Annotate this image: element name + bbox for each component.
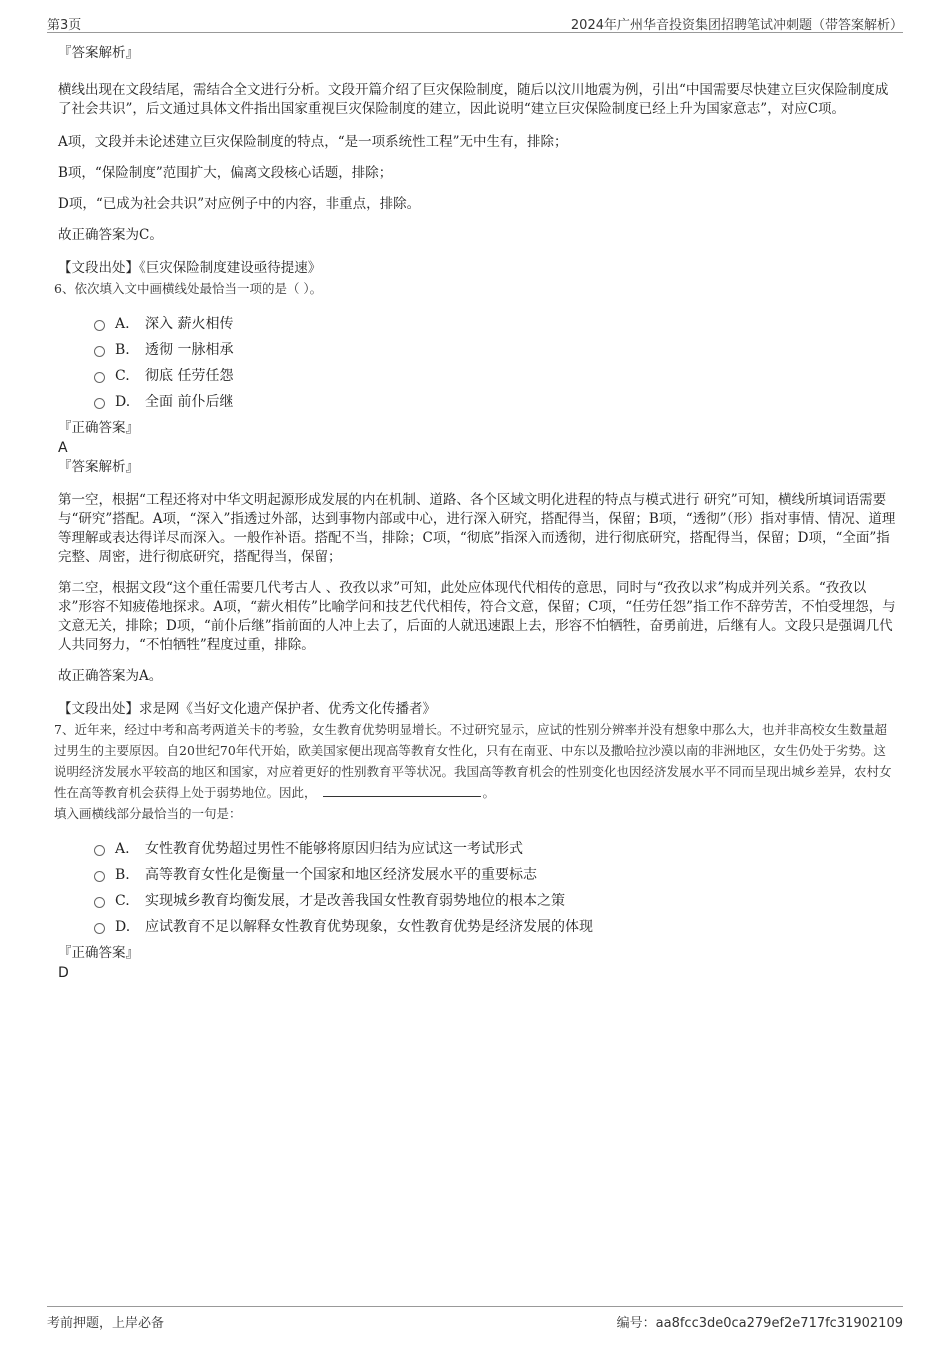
page-header	[47, 12, 903, 33]
correct-answer: A	[58, 440, 68, 456]
document-title: 2024年广州华音投资集团招聘笔试冲刺题（带答案解析）	[570, 18, 903, 33]
analysis-label: 『答案解析』	[58, 459, 139, 475]
option-text: 实现城乡教育均衡发展，才是改善我国女性教育弱势地位的根本之策	[145, 893, 565, 909]
radio-button-icon[interactable]	[94, 346, 105, 357]
radio-button-icon[interactable]	[94, 923, 105, 934]
analysis-option-d: D项，“已成为社会共识”对应例子中的内容，非重点，排除。	[58, 196, 421, 212]
option-a[interactable]	[94, 311, 898, 337]
analysis-paragraph: 横线出现在文段结尾，需结合全文进行分析。文段开篇介绍了巨灾保险制度，随后以汶川地震为例，引出“中国需要尽快建立巨灾保险制度成了社会共识”，后文通过具体文件指出国家重视巨灾保险制度的建立，因此说明“建立巨灾保险制度已经上升为国家意志”，对应C项。	[58, 82, 889, 117]
answer-conclusion: 故正确答案为C。	[58, 227, 163, 243]
question-7-prompt: 填入画横线部分最恰当的一句是：	[54, 806, 242, 821]
option-letter: A.	[115, 316, 130, 332]
correct-answer-label: 『正确答案』	[58, 420, 139, 436]
radio-button-icon[interactable]	[94, 871, 105, 882]
correct-answer: D	[58, 965, 69, 981]
option-text: 女性教育优势超过男性不能够将原因归结为应试这一考试形式	[145, 841, 523, 857]
radio-button-icon[interactable]	[94, 897, 105, 908]
analysis-paragraph-1: 第一空，根据“工程还将对中华文明起源形成发展的内在机制、道路、各个区域文明化进程的特点与模式进行 研究”可知，横线所填词语需要与“研究”搭配。A项，“深入”指透过外部，达到事物内部或中心，进行深入研究，搭配得当，保留；B项，“透彻”（形）指对事情、情况、道理等理解或表达得详尽而深入。一般作补语。搭配不当，排除；C项，“彻底”指深入而透彻，进行彻底研究，搭配得当，保留；D项，“全面”指完整、周密，进行彻底研究，搭配得当，保留；	[58, 492, 896, 565]
text-source: 【文段出处】《巨灾保险制度建设亟待提速》	[58, 260, 322, 276]
page-content	[54, 44, 898, 983]
option-text: 彻底 任劳任怨	[145, 368, 234, 384]
answer-conclusion: 故正确答案为A。	[58, 668, 163, 684]
analysis-label: 『答案解析』	[58, 45, 139, 61]
option-d[interactable]	[94, 389, 898, 415]
option-letter: D.	[115, 919, 131, 935]
question-6-options	[94, 311, 898, 415]
radio-button-icon[interactable]	[94, 845, 105, 856]
page-footer	[47, 1306, 903, 1329]
question-7-options	[94, 836, 898, 940]
option-c[interactable]	[94, 888, 898, 914]
text-source: 【文段出处】求是网《当好文化遗产保护者、优秀文化传播者》	[58, 701, 436, 717]
footer-slogan: 考前押题，上岸必备	[47, 1316, 165, 1331]
option-letter: D.	[115, 394, 131, 410]
option-text: 深入 薪火相传	[145, 316, 234, 332]
question-7	[54, 719, 898, 803]
analysis-option-b: B项，“保险制度”范围扩大，偏离文段核心话题，排除；	[58, 165, 393, 181]
analysis-paragraph-2: 第二空，根据文段“这个重任需要几代考古人 、孜孜以求”可知，此处应体现代代相传的意思，同时与“孜孜以求”构成并列关系。“孜孜以求”形容不知疲倦地探求。A项，“薪火相传”比喻学问和技艺代代相传，符合文意，保留；C项，“任劳任怨”指工作不辞劳苦，不怕受埋怨，与文意无关，排除；D项，“前仆后继”指前面的人冲上去了，后面的人就迅速跟上去，形容不怕牺牲，奋勇前进，后继有人。文段只是强调几代人共同努力，“不怕牺牲”程度过重，排除。	[58, 580, 896, 653]
fill-in-blank	[323, 783, 481, 797]
correct-answer-label: 『正确答案』	[58, 945, 139, 961]
option-text: 应试教育不足以解释女性教育优势现象，女性教育优势是经济发展的体现	[145, 919, 593, 935]
option-letter: B.	[115, 342, 130, 358]
page-number: 第3页	[47, 18, 82, 33]
option-b[interactable]	[94, 337, 898, 363]
analysis-option-a: A项，文段并未论述建立巨灾保险制度的特点，“是一项系统性工程”无中生有，排除；	[58, 134, 568, 150]
option-letter: C.	[115, 893, 130, 909]
option-text: 透彻 一脉相承	[145, 342, 234, 358]
question-6: 6、依次填入文中画横线处最恰当一项的是（ ）。	[54, 281, 323, 296]
document-id: 编号：aa8fcc3de0ca279ef2e717fc31902109	[616, 1316, 903, 1331]
option-letter: A.	[115, 841, 130, 857]
option-d[interactable]	[94, 914, 898, 940]
question-7-text: 7、近年来，经过中考和高考两道关卡的考验，女生教育优势明显增长。不过研究显示，应试的性别分辨率并没有想象中那么大，也并非高校女生数量超过男生的主要原因。自20世纪70年代开始，欧美国家便出现高等教育女性化，只有在南亚、中东以及撒哈拉沙漠以南的非洲地区，女生仍处于劣势。这说明经济发展水平较高的地区和国家，对应着更好的性别教育平等状况。我国高等教育机会的性别变化也因经济发展水平不同而呈现出城乡差异，农村女性在高等教育机会获得上处于弱势地位。因此，	[54, 722, 892, 800]
question-7-end: 。	[482, 785, 496, 800]
option-a[interactable]	[94, 836, 898, 862]
radio-button-icon[interactable]	[94, 372, 105, 383]
option-text: 全面 前仆后继	[145, 394, 234, 410]
option-c[interactable]	[94, 363, 898, 389]
option-text: 高等教育女性化是衡量一个国家和地区经济发展水平的重要标志	[145, 867, 537, 883]
radio-button-icon[interactable]	[94, 398, 105, 409]
radio-button-icon[interactable]	[94, 320, 105, 331]
option-b[interactable]	[94, 862, 898, 888]
option-letter: C.	[115, 368, 130, 384]
option-letter: B.	[115, 867, 130, 883]
